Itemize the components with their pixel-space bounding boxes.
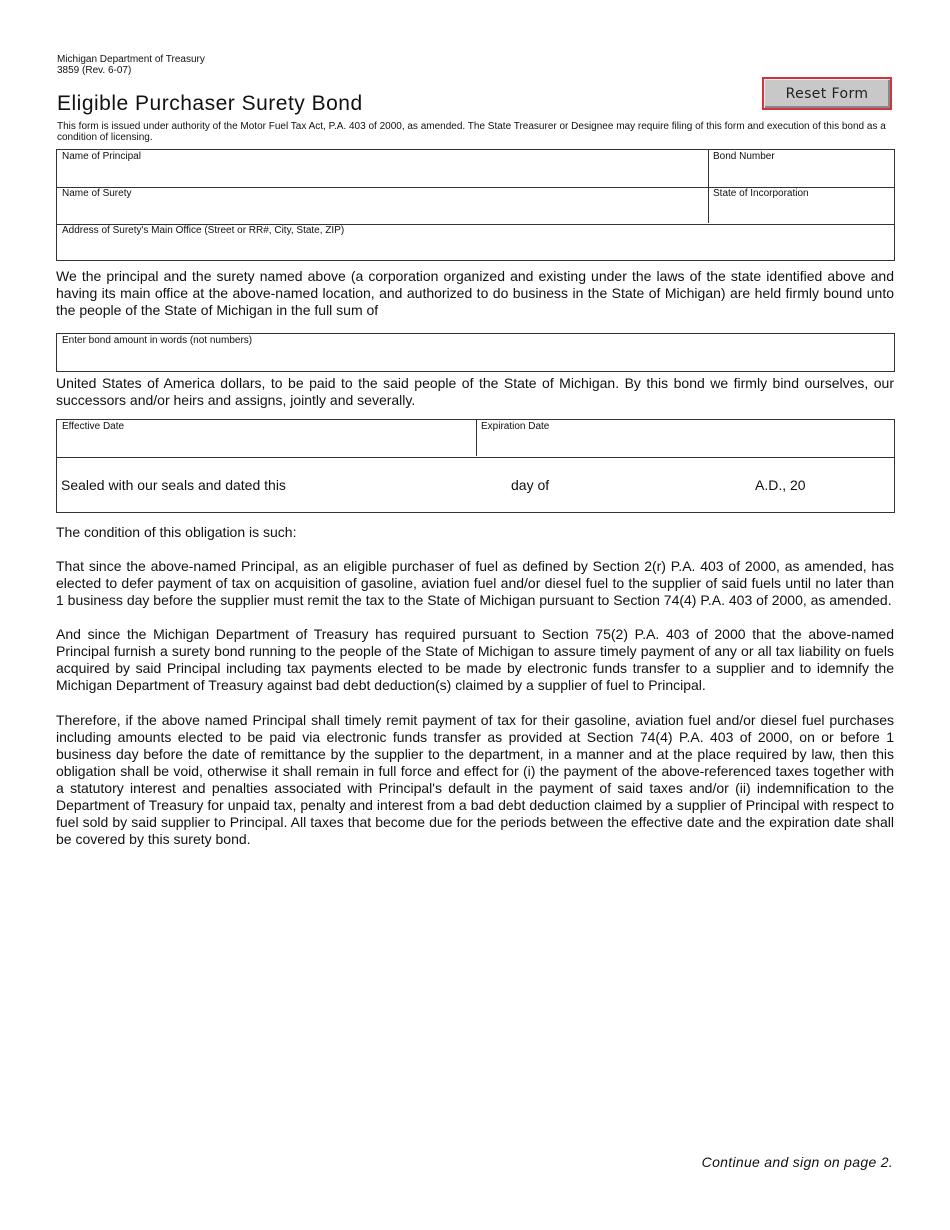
state-incorporation-cell [708, 187, 894, 224]
bond-number-cell [708, 150, 894, 187]
continue-note: Continue and sign on page 2. [701, 1154, 893, 1170]
surety-address-label: Address of Surety's Main Office (Street or RR#, City, State, ZIP) [62, 225, 345, 236]
dollars-paragraph: United States of America dollars, to be paid to the said people of the State of Michigan. By this bond we firmly bind ourselves, our successors and/or heirs and assigns, jointly and severally. [56, 375, 894, 408]
agency-name: Michigan Department of Treasury [57, 54, 205, 65]
principal-name-input[interactable] [61, 165, 704, 185]
principal-name-label: Name of Principal [62, 151, 141, 162]
bond-number-label: Bond Number [713, 151, 775, 162]
bond-amount-input[interactable] [61, 349, 890, 369]
surety-name-label: Name of Surety [62, 188, 132, 199]
eligible-purchaser-paragraph: That since the above-named Principal, as an eligible purchaser of fuel as defined by Section 2(r) P.A. 403 of 2000, as amended, has elected to defer payment of tax on acquisition of gasoline, aviation fuel and/or diesel fuel to the supplier of said fuels until no later than 1 business day before the supplier must remit the tax to the State of Michigan pursuant to Section 74(4) P.A. 403 of 2000, as amended. [56, 558, 894, 608]
page-title: Eligible Purchaser Surety Bond [57, 92, 363, 115]
effective-date-label: Effective Date [62, 421, 125, 432]
binding-paragraph: We the principal and the surety named above (a corporation organized and existing under the laws of the state identified above and having its main office at the above-named location, and authorized to do business in the State of Michigan) are held firmly bound unto the people of the State of Michigan in the full sum of [56, 268, 894, 318]
dates-grid [56, 419, 895, 513]
effective-date-input[interactable] [61, 435, 472, 455]
state-incorporation-input[interactable] [712, 202, 890, 222]
bond-number-input[interactable] [712, 165, 890, 185]
state-incorporation-label: State of Incorporation [713, 188, 809, 199]
sealed-day-input[interactable] [315, 475, 509, 495]
bond-amount-label: Enter bond amount in words (not numbers) [62, 335, 253, 346]
authority-statement: This form is issued under authority of the Motor Fuel Tax Act, P.A. 403 of 2000, as amended. The State Treasurer or Designee may require filing of this form and execution of this bond as a condition of licensing. [57, 121, 886, 143]
reset-form-button[interactable]: Reset Form [762, 77, 892, 110]
effective-date-cell [57, 420, 476, 457]
sealed-row [57, 457, 894, 512]
agency-header [57, 54, 205, 76]
expiration-date-cell [476, 420, 894, 457]
sealed-day-of: day of [511, 477, 550, 493]
sealed-year-input[interactable] [813, 475, 877, 495]
bond-amount-box [56, 333, 895, 372]
surety-address-input[interactable] [61, 239, 890, 259]
surety-name-cell [57, 187, 708, 224]
sealed-prefix: Sealed with our seals and dated this [61, 477, 286, 493]
treasury-requirement-paragraph: And since the Michigan Department of Treasury has required pursuant to Section 75(2) P.A. 403 of 2000 that the above-named Principal furnish a surety bond running to the people of the State of Michigan to assure timely payment of any or all tax liability on fuels acquired by said Principal including tax payments elected to be made by electronic funds transfer to a supplier and to idemnify the Michigan Department of Treasury against bad debt deduction(s) claimed by a supplier of fuel to Principal. [56, 626, 894, 693]
condition-heading: The condition of this obligation is such: [56, 524, 297, 540]
principal-name-cell [57, 150, 708, 187]
sealed-month-input[interactable] [559, 475, 753, 495]
obligation-terms-paragraph: Therefore, if the above named Principal shall timely remit payment of tax for their gasoline, aviation fuel and/or diesel fuel purchases including amounts elected to be paid via electronic funds transfer as provided at Section 74(4) P.A. 403 of 2000, on or before 1 business day before the date of remittance by the supplier to the department, in a manner and at the place required by law, then this obligation shall be void, otherwise it shall remain in full force and effect for (i) the payment of the above-referenced taxes together with a statutory interest and penalties associated with Principal's default in the payment of said taxes and/or (ii) indemnification to the Department of Treasury for unpaid tax, penalty and interest from a bad debt deduction claimed by a supplier of Principal with respect to fuel sold by said supplier to Principal. All taxes that become due for the periods between the effective date and the expiration date shall be covered by this surety bond. [56, 712, 894, 847]
expiration-date-label: Expiration Date [481, 421, 550, 432]
principal-surety-grid [56, 149, 895, 261]
surety-name-input[interactable] [61, 202, 704, 222]
surety-address-cell [57, 224, 894, 261]
form-number: 3859 (Rev. 6-07) [57, 65, 132, 76]
bond-amount-cell [57, 334, 894, 371]
expiration-date-input[interactable] [480, 435, 890, 455]
sealed-ad: A.D., 20 [755, 477, 806, 493]
